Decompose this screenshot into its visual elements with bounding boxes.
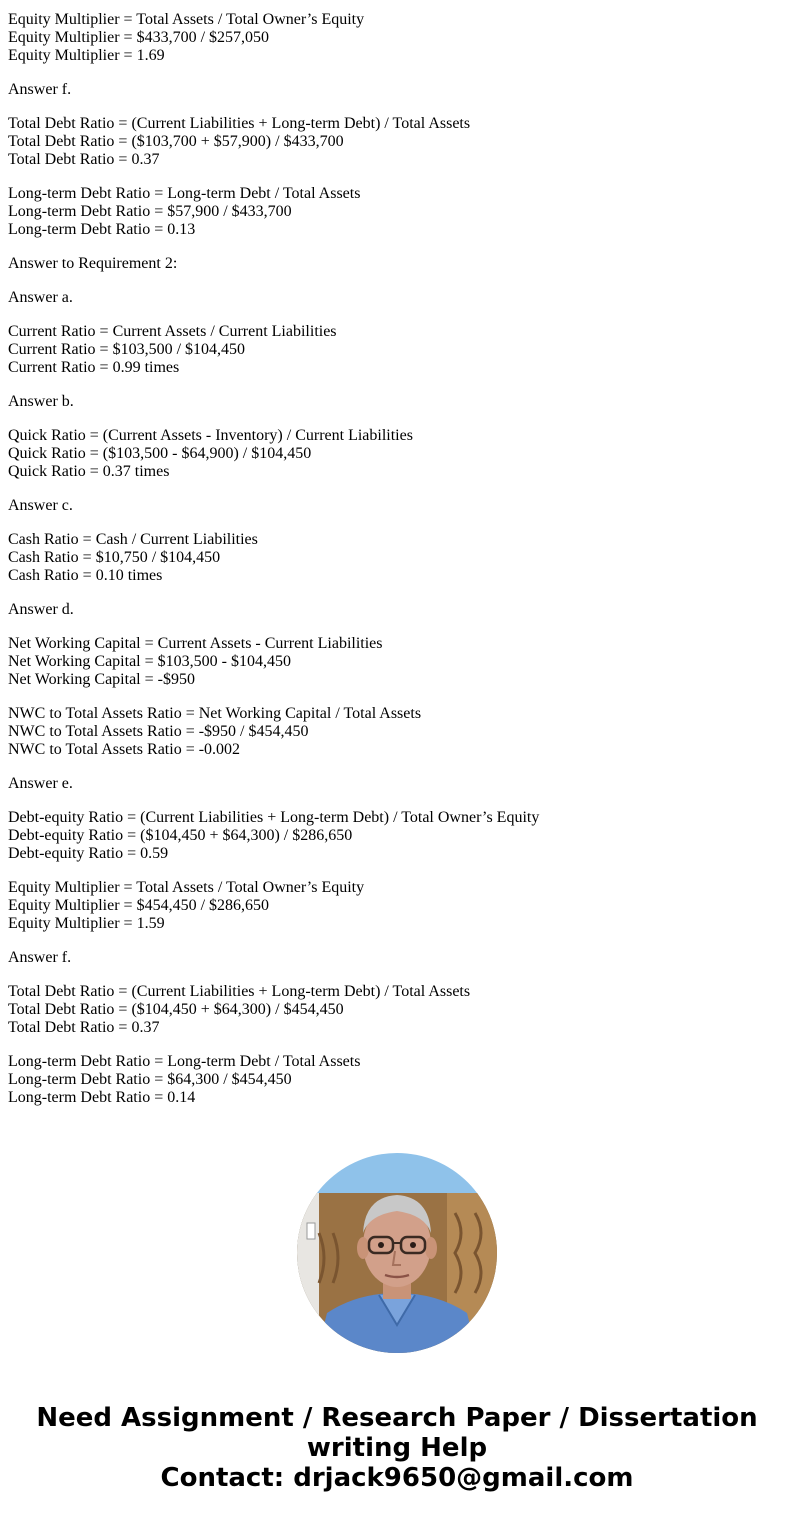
paragraph: [8, 81, 786, 99]
text-line: Current Ratio = Current Assets / Current Liabilities: [8, 323, 337, 340]
text-line: Total Debt Ratio = ($103,700 + $57,900) / $433,700: [8, 133, 344, 150]
text-line: Total Debt Ratio = (Current Liabilities + Long-term Debt) / Total Assets: [8, 115, 471, 132]
text-line: Equity Multiplier = $433,700 / $257,050: [8, 29, 270, 46]
text-line: Answer d.: [8, 601, 74, 618]
author-avatar: [297, 1153, 497, 1353]
promo-line-2: writing Help: [306, 1433, 488, 1463]
paragraph: [8, 185, 786, 239]
text-line: Total Debt Ratio = (Current Liabilities + Long-term Debt) / Total Assets: [8, 983, 471, 1000]
text-line: Equity Multiplier = Total Assets / Total Owner’s Equity: [8, 11, 365, 28]
promo-contact: Contact: drjack9650@gmail.com: [160, 1463, 634, 1493]
promo-banner: [0, 1403, 794, 1493]
text-line: Cash Ratio = Cash / Current Liabilities: [8, 531, 258, 548]
text-line: Net Working Capital = $103,500 - $104,450: [8, 653, 291, 670]
text-line: Equity Multiplier = $454,450 / $286,650: [8, 897, 270, 914]
text-line: Quick Ratio = ($103,500 - $64,900) / $104,450: [8, 445, 312, 462]
text-line: Answer e.: [8, 775, 73, 792]
paragraph: [8, 705, 786, 759]
text-line: Quick Ratio = 0.37 times: [8, 463, 170, 480]
text-line: Net Working Capital = -$950: [8, 671, 195, 688]
text-line: Answer c.: [8, 497, 73, 514]
promo-line-1: Need Assignment / Research Paper / Dissertation: [36, 1403, 758, 1433]
text-line: Long-term Debt Ratio = Long-term Debt / Total Assets: [8, 185, 361, 202]
paragraph: [8, 809, 786, 863]
text-line: Long-term Debt Ratio = 0.14: [8, 1089, 196, 1106]
document-body: [8, 11, 786, 1123]
text-line: Cash Ratio = $10,750 / $104,450: [8, 549, 221, 566]
paragraph: [8, 983, 786, 1037]
paragraph: [8, 289, 786, 307]
paragraph: [8, 115, 786, 169]
paragraph: [8, 1053, 786, 1107]
text-line: NWC to Total Assets Ratio = -0.002: [8, 741, 241, 758]
text-line: Answer to Requirement 2:: [8, 255, 178, 272]
text-line: Quick Ratio = (Current Assets - Inventory) / Current Liabilities: [8, 427, 413, 444]
text-line: Debt-equity Ratio = 0.59: [8, 845, 169, 862]
paragraph: [8, 11, 786, 65]
paragraph: [8, 255, 786, 273]
text-line: Answer f.: [8, 81, 72, 98]
text-line: Total Debt Ratio = 0.37: [8, 151, 160, 168]
text-line: Equity Multiplier = 1.59: [8, 915, 165, 932]
text-line: Long-term Debt Ratio = $57,900 / $433,700: [8, 203, 292, 220]
paragraph: [8, 775, 786, 793]
text-line: Current Ratio = 0.99 times: [8, 359, 180, 376]
text-line: NWC to Total Assets Ratio = Net Working Capital / Total Assets: [8, 705, 422, 722]
text-line: Answer b.: [8, 393, 74, 410]
text-line: Equity Multiplier = Total Assets / Total Owner’s Equity: [8, 879, 365, 896]
paragraph: [8, 879, 786, 933]
paragraph: [8, 393, 786, 411]
text-line: NWC to Total Assets Ratio = -$950 / $454,450: [8, 723, 309, 740]
text-line: Debt-equity Ratio = ($104,450 + $64,300) / $286,650: [8, 827, 353, 844]
paragraph: [8, 497, 786, 515]
text-line: Answer f.: [8, 949, 72, 966]
text-line: Current Ratio = $103,500 / $104,450: [8, 341, 246, 358]
paragraph: [8, 323, 786, 377]
text-line: Net Working Capital = Current Assets - Current Liabilities: [8, 635, 383, 652]
text-line: Equity Multiplier = 1.69: [8, 47, 165, 64]
text-line: Debt-equity Ratio = (Current Liabilities + Long-term Debt) / Total Owner’s Equity: [8, 809, 540, 826]
paragraph: [8, 635, 786, 689]
text-line: Total Debt Ratio = ($104,450 + $64,300) / $454,450: [8, 1001, 344, 1018]
paragraph: [8, 949, 786, 967]
author-portrait-icon: [297, 1153, 497, 1353]
text-line: Cash Ratio = 0.10 times: [8, 567, 163, 584]
text-line: Long-term Debt Ratio = $64,300 / $454,450: [8, 1071, 292, 1088]
paragraph: [8, 531, 786, 585]
paragraph: [8, 427, 786, 481]
text-line: Long-term Debt Ratio = 0.13: [8, 221, 196, 238]
paragraph: [8, 601, 786, 619]
text-line: Long-term Debt Ratio = Long-term Debt / Total Assets: [8, 1053, 361, 1070]
text-line: Total Debt Ratio = 0.37: [8, 1019, 160, 1036]
text-line: Answer a.: [8, 289, 73, 306]
